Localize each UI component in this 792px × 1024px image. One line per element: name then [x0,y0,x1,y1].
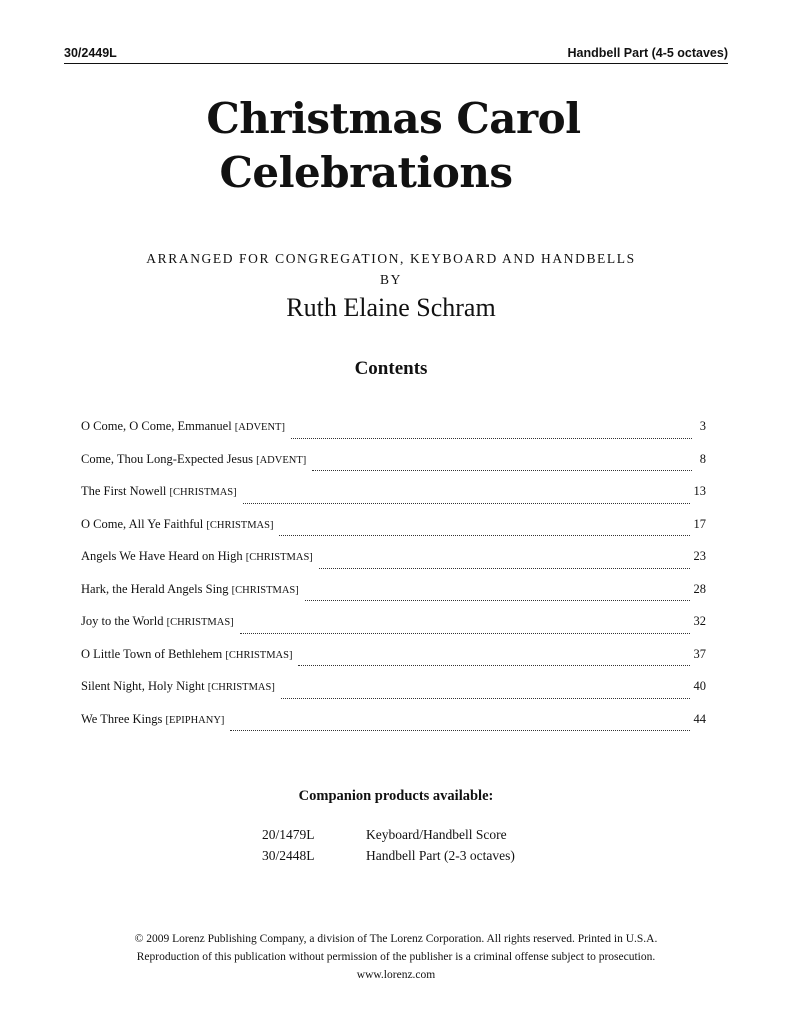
toc-page-number: 37 [693,646,706,661]
toc-season-tag: [CHRISTMAS] [225,649,293,661]
toc-entry[interactable] [81,484,706,517]
toc-page-number: 17 [693,516,706,531]
table-of-contents [81,419,706,744]
toc-season-tag: [CHRISTMAS] [166,617,234,628]
toc-title: Angels We Have Heard on High [81,549,243,563]
toc-page-number: 23 [693,549,706,563]
toc-title: Joy to the World [81,614,164,628]
toc-season-tag: [EPIPHANY] [165,714,225,726]
catalog-number: 30/2449L [64,46,117,60]
dot-leader [291,438,692,439]
dot-leader [243,503,690,504]
toc-title: Hark, the Herald Angels Sing [81,581,229,596]
toc-entry[interactable] [81,582,706,615]
title-line-2: Celebrations [219,148,513,197]
toc-title: We Three Kings [81,711,163,726]
toc-title: O Come, All Ye Faithful [81,516,204,531]
toc-page-number: 8 [699,451,706,466]
companion-item [262,827,515,848]
toc-season-tag: [CHRISTMAS] [169,487,237,498]
dot-leader [312,470,692,471]
dot-leader [281,698,690,699]
reproduction-warning: Reproduction of this publication without permission of the publisher is a criminal offense subject to prosecution. [136,951,656,963]
page-title [0,92,792,200]
product-description: Keyboard/Handbell Score [366,827,507,842]
toc-page-number: 28 [693,581,706,596]
dot-leader [305,600,690,601]
toc-season-tag: [ADVENT] [256,454,307,466]
page-header [64,45,728,64]
page-footer [0,930,792,984]
companion-item [262,848,515,869]
product-description: Handbell Part (2-3 octaves) [366,848,515,863]
toc-entry[interactable] [81,712,706,745]
by-label: BY [380,272,402,287]
toc-entry[interactable] [81,614,706,647]
dot-leader [230,730,689,731]
copyright-notice: © 2009 Lorenz Publishing Company, a division of The Lorenz Corporation. All rights reserved. Printed in U.S.A. [134,933,658,945]
toc-season-tag: [CHRISTMAS] [231,584,299,596]
toc-entry[interactable] [81,419,706,452]
toc-season-tag: [CHRISTMAS] [207,682,275,693]
toc-title: Silent Night, Holy Night [81,679,205,693]
toc-page-number: 32 [693,614,706,628]
title-line-1: Christmas Carol [206,94,581,143]
toc-page-number: 40 [693,679,706,693]
publisher-website[interactable]: www.lorenz.com [356,969,436,981]
toc-title: Come, Thou Long-Expected Jesus [81,451,253,466]
toc-season-tag: [CHRISTMAS] [245,552,313,563]
toc-entry[interactable] [81,647,706,680]
companion-list [262,827,515,869]
contents-heading: Contents [354,358,428,379]
product-code: 20/1479L [262,827,315,842]
toc-season-tag: [CHRISTMAS] [206,519,274,531]
toc-season-tag: [ADVENT] [234,422,285,433]
author-name: Ruth Elaine Schram [286,293,496,322]
dot-leader [240,633,690,634]
toc-entry[interactable] [81,549,706,582]
toc-page-number: 13 [693,484,706,498]
toc-entry[interactable] [81,679,706,712]
toc-entry[interactable] [81,452,706,485]
part-label: Handbell Part (4-5 octaves) [567,46,728,60]
toc-title: The First Nowell [81,484,167,498]
toc-title: O Little Town of Bethlehem [81,646,223,661]
dot-leader [279,535,689,536]
toc-title: O Come, O Come, Emmanuel [81,419,232,433]
toc-entry[interactable] [81,517,706,550]
product-code: 30/2448L [262,848,315,863]
toc-page-number: 44 [693,711,706,726]
companion-heading: Companion products available: [298,788,494,804]
dot-leader [319,568,690,569]
dot-leader [298,665,689,666]
toc-page-number: 3 [699,419,706,433]
arrangement-subtitle: ARRANGED FOR CONGREGATION, KEYBOARD AND HANDBELLS [146,251,636,266]
